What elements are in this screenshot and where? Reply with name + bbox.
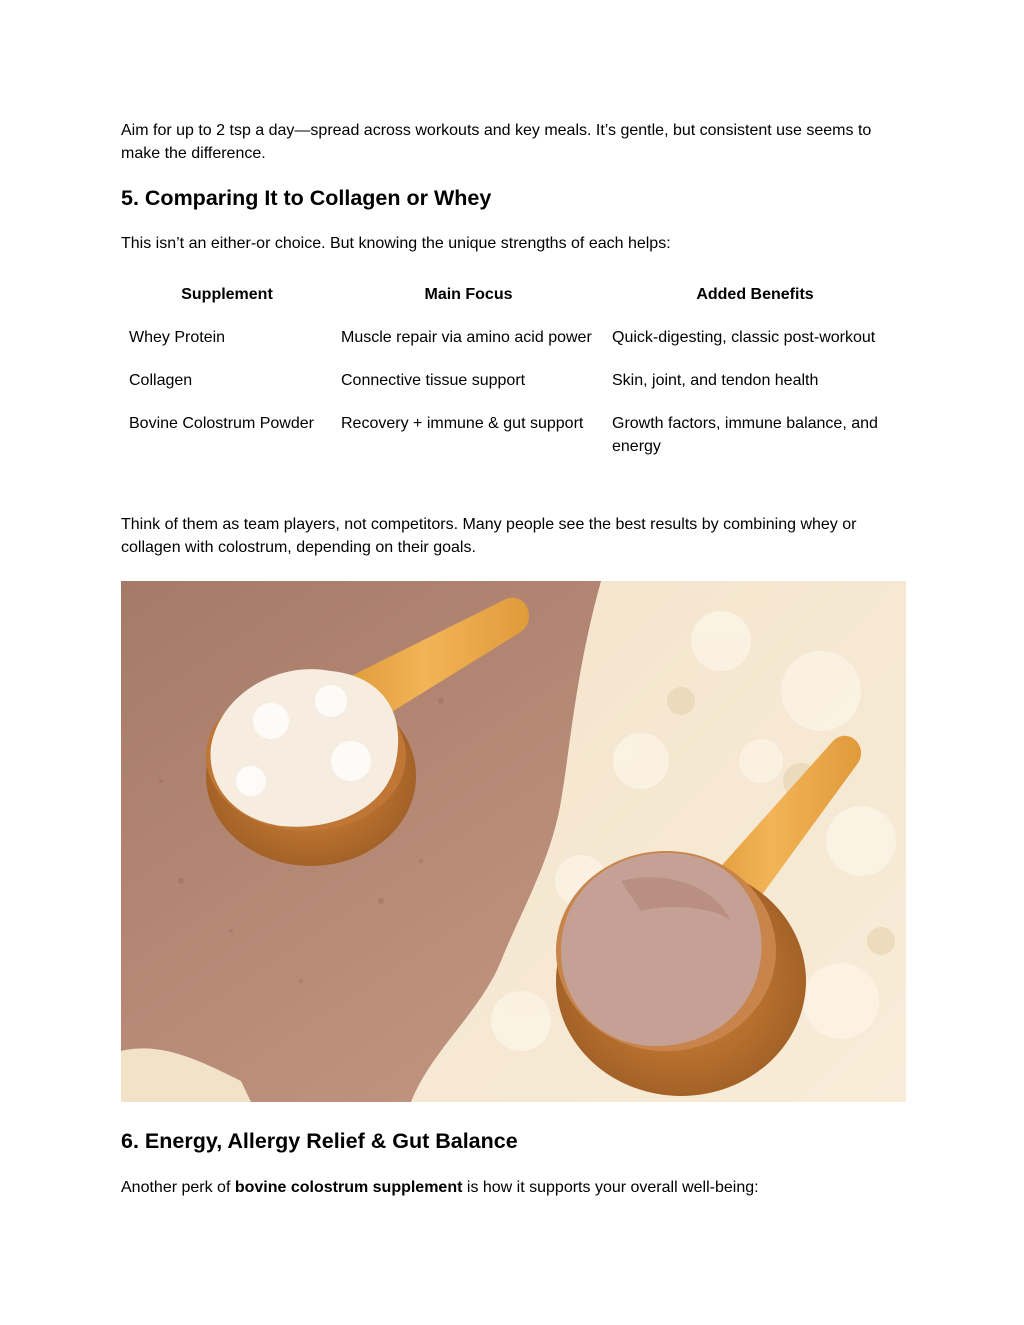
cell-main-focus: Connective tissue support bbox=[341, 372, 526, 389]
table-row bbox=[121, 412, 906, 478]
intro-paragraph: Aim for up to 2 tsp a day—spread across workouts and key meals. It’s gentle, but consistent use seems to make the difference. bbox=[121, 122, 872, 162]
section-5-heading: 5. Comparing It to Collagen or Whey bbox=[121, 186, 492, 210]
cell-added-benefits: Skin, joint, and tendon health bbox=[612, 372, 819, 389]
section-5-lead-paragraph: This isn’t an either-or choice. But knowing the unique strengths of each helps: bbox=[121, 235, 671, 252]
section-6-lead-paragraph bbox=[121, 1176, 906, 1199]
table-row bbox=[121, 369, 906, 412]
header-supplement: Supplement bbox=[181, 286, 273, 303]
protein-powder-scoops-photo bbox=[121, 581, 906, 1102]
table-row bbox=[121, 326, 906, 369]
cell-added-benefits: Growth factors, immune balance, and energy bbox=[612, 415, 878, 455]
cell-added-benefits: Quick-digesting, classic post-workout bbox=[612, 329, 876, 346]
cell-supplement: Bovine Colostrum Powder bbox=[129, 415, 314, 432]
cell-main-focus: Recovery + immune & gut support bbox=[341, 415, 584, 432]
header-added-benefits: Added Benefits bbox=[696, 286, 814, 303]
section-6-heading: 6. Energy, Allergy Relief & Gut Balance bbox=[121, 1129, 518, 1153]
cell-supplement: Collagen bbox=[129, 372, 193, 389]
cell-main-focus: Muscle repair via amino acid power bbox=[341, 329, 592, 346]
cell-supplement: Whey Protein bbox=[129, 329, 226, 346]
lead-suffix: is how it supports your overall well-being: bbox=[462, 1179, 759, 1196]
lead-bold-term: bovine colostrum supplement bbox=[234, 1179, 463, 1196]
after-table-paragraph: Think of them as team players, not competitors. Many people see the best results by combining whey or collagen with colostrum, depending on their goals. bbox=[121, 516, 857, 556]
header-main-focus: Main Focus bbox=[424, 286, 513, 303]
comparison-table bbox=[121, 283, 906, 478]
lead-prefix: Another perk of bbox=[121, 1179, 235, 1196]
table-header-row bbox=[121, 283, 906, 326]
